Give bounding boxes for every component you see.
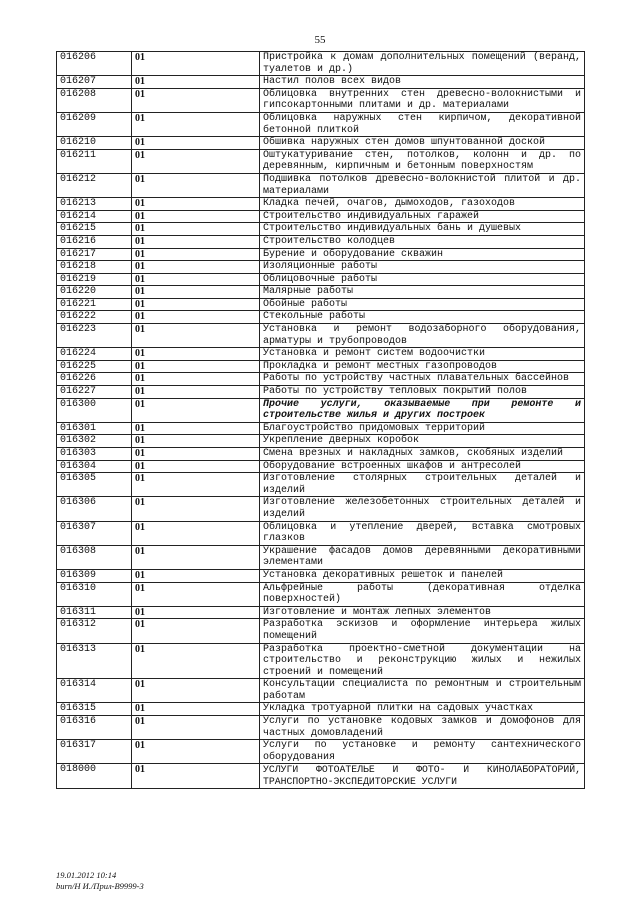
code-cell: 016303 xyxy=(57,448,132,461)
table-row xyxy=(57,286,585,299)
name-cell: Обойные работы xyxy=(260,298,585,311)
name-cell: Обшивка наружных стен домов шпунтованной доской xyxy=(260,137,585,150)
name-cell: Разработка эскизов и оформление интерьера жилых помещений xyxy=(260,619,585,643)
table-row xyxy=(57,703,585,716)
service-codes-table xyxy=(56,51,585,789)
name-cell: Облицовочные работы xyxy=(260,273,585,286)
type-cell: 01 xyxy=(132,52,260,76)
name-cell: Украшение фасадов домов деревянными декоративными элементами xyxy=(260,545,585,569)
type-cell: 01 xyxy=(132,173,260,197)
table-row xyxy=(57,740,585,764)
code-cell: 016309 xyxy=(57,569,132,582)
table-row xyxy=(57,52,585,76)
type-cell: 01 xyxy=(132,435,260,448)
type-cell: 01 xyxy=(132,716,260,740)
table-row xyxy=(57,198,585,211)
table-row xyxy=(57,149,585,173)
table-row xyxy=(57,619,585,643)
type-cell: 01 xyxy=(132,386,260,399)
name-cell: Консультации специалиста по ремонтным и строительным работам xyxy=(260,679,585,703)
table-row xyxy=(57,569,585,582)
type-cell: 01 xyxy=(132,324,260,348)
type-cell: 01 xyxy=(132,348,260,361)
type-cell: 01 xyxy=(132,149,260,173)
table-row xyxy=(57,88,585,112)
name-cell: Укрепление дверных коробок xyxy=(260,435,585,448)
name-cell: Оборудование встроенных шкафов и антресолей xyxy=(260,460,585,473)
name-cell: Разработка проектно-сметной документации на строительство и реконструкцию жилых и нежилых строений и помещений xyxy=(260,643,585,679)
table-row xyxy=(57,398,585,422)
table-row xyxy=(57,210,585,223)
code-cell: 016308 xyxy=(57,545,132,569)
name-cell: Установка и ремонт систем водоочистки xyxy=(260,348,585,361)
table-row xyxy=(57,386,585,399)
table-row xyxy=(57,173,585,197)
code-cell: 016225 xyxy=(57,360,132,373)
type-cell: 01 xyxy=(132,88,260,112)
code-cell: 016227 xyxy=(57,386,132,399)
code-cell: 016302 xyxy=(57,435,132,448)
name-cell: Прокладка и ремонт местных газопроводов xyxy=(260,360,585,373)
table-row xyxy=(57,679,585,703)
type-cell: 01 xyxy=(132,198,260,211)
name-cell: Смена врезных и накладных замков, скобяных изделий xyxy=(260,448,585,461)
code-cell: 016208 xyxy=(57,88,132,112)
code-cell: 016305 xyxy=(57,473,132,497)
name-cell: Строительство колодцев xyxy=(260,235,585,248)
code-cell: 016207 xyxy=(57,76,132,89)
type-cell: 01 xyxy=(132,422,260,435)
type-cell: 01 xyxy=(132,521,260,545)
name-cell: Изготовление железобетонных строительных деталей и изделий xyxy=(260,497,585,521)
table-row xyxy=(57,261,585,274)
code-cell: 016315 xyxy=(57,703,132,716)
table-row xyxy=(57,324,585,348)
code-cell: 016219 xyxy=(57,273,132,286)
table-row xyxy=(57,112,585,136)
table-row xyxy=(57,373,585,386)
name-cell: Услуги по установке кодовых замков и домофонов для частных домовладений xyxy=(260,716,585,740)
table-row xyxy=(57,248,585,261)
type-cell: 01 xyxy=(132,373,260,386)
code-cell: 016306 xyxy=(57,497,132,521)
type-cell: 01 xyxy=(132,360,260,373)
table-row xyxy=(57,348,585,361)
table-row xyxy=(57,223,585,236)
name-cell: Установка декоративных решеток и панелей xyxy=(260,569,585,582)
name-cell: Изготовление столярных строительных деталей и изделий xyxy=(260,473,585,497)
code-cell: 016213 xyxy=(57,198,132,211)
table-row xyxy=(57,435,585,448)
table-row xyxy=(57,764,585,788)
table-row xyxy=(57,606,585,619)
table-body xyxy=(57,52,585,789)
type-cell: 01 xyxy=(132,606,260,619)
type-cell: 01 xyxy=(132,286,260,299)
name-cell: УСЛУГИ ФОТОАТЕЛЬЕ И ФОТО- И КИНОЛАБОРАТОРИЙ, ТРАНСПОРТНО-ЭКСПЕДИТОРСКИЕ УСЛУГИ xyxy=(260,764,585,788)
name-cell: Изоляционные работы xyxy=(260,261,585,274)
table-row xyxy=(57,311,585,324)
code-cell: 016209 xyxy=(57,112,132,136)
name-cell: Бурение и оборудование скважин xyxy=(260,248,585,261)
code-cell: 016304 xyxy=(57,460,132,473)
name-cell: Облицовка внутренних стен древесно-волокнистыми и гипсокартонными плитами и др. материалами xyxy=(260,88,585,112)
type-cell: 01 xyxy=(132,261,260,274)
code-cell: 016215 xyxy=(57,223,132,236)
code-cell: 016307 xyxy=(57,521,132,545)
code-cell: 016310 xyxy=(57,582,132,606)
table-row xyxy=(57,545,585,569)
name-cell: Работы по устройству частных плавательных бассейнов xyxy=(260,373,585,386)
name-cell: Услуги по установке и ремонту сантехнического оборудования xyxy=(260,740,585,764)
name-cell: Строительство индивидуальных бань и душевых xyxy=(260,223,585,236)
table-row xyxy=(57,273,585,286)
table-row xyxy=(57,422,585,435)
type-cell: 01 xyxy=(132,398,260,422)
type-cell: 01 xyxy=(132,311,260,324)
name-cell: Строительство индивидуальных гаражей xyxy=(260,210,585,223)
type-cell: 01 xyxy=(132,460,260,473)
name-cell: Стекольные работы xyxy=(260,311,585,324)
type-cell: 01 xyxy=(132,764,260,788)
footer-file-path: burn/Н И./Прил-В9999-3 xyxy=(56,881,144,891)
table-row xyxy=(57,521,585,545)
name-cell: Благоустройство придомовых территорий xyxy=(260,422,585,435)
type-cell: 01 xyxy=(132,619,260,643)
table-row xyxy=(57,360,585,373)
code-cell: 016314 xyxy=(57,679,132,703)
type-cell: 01 xyxy=(132,298,260,311)
name-cell: Работы по устройству тепловых покрытий полов xyxy=(260,386,585,399)
code-cell: 016223 xyxy=(57,324,132,348)
code-cell: 016212 xyxy=(57,173,132,197)
table-row xyxy=(57,497,585,521)
code-cell: 016216 xyxy=(57,235,132,248)
name-cell: Облицовка и утепление дверей, вставка смотровых глазков xyxy=(260,521,585,545)
code-cell: 016300 xyxy=(57,398,132,422)
footer-timestamp: 19.01.2012 10:14 xyxy=(56,870,117,880)
type-cell: 01 xyxy=(132,679,260,703)
name-cell: Оштукатуривание стен, потолков, колонн и др. по деревянным, кирпичным и бетонным поверхностям xyxy=(260,149,585,173)
type-cell: 01 xyxy=(132,545,260,569)
code-cell: 016222 xyxy=(57,311,132,324)
name-cell: Кладка печей, очагов, дымоходов, газоходов xyxy=(260,198,585,211)
name-cell: Пристройка к домам дополнительных помещений (веранд, туалетов и др.) xyxy=(260,52,585,76)
code-cell: 016313 xyxy=(57,643,132,679)
type-cell: 01 xyxy=(132,223,260,236)
table-row xyxy=(57,460,585,473)
type-cell: 01 xyxy=(132,273,260,286)
code-cell: 016214 xyxy=(57,210,132,223)
code-cell: 016210 xyxy=(57,137,132,150)
name-cell: Альфрейные работы (декоративная отделка поверхностей) xyxy=(260,582,585,606)
table-row xyxy=(57,448,585,461)
name-cell: Установка и ремонт водозаборного оборудования, арматуры и трубопроводов xyxy=(260,324,585,348)
type-cell: 01 xyxy=(132,569,260,582)
code-cell: 016218 xyxy=(57,261,132,274)
type-cell: 01 xyxy=(132,210,260,223)
name-cell: Малярные работы xyxy=(260,286,585,299)
type-cell: 01 xyxy=(132,248,260,261)
name-cell: Настил полов всех видов xyxy=(260,76,585,89)
code-cell: 016301 xyxy=(57,422,132,435)
table-row xyxy=(57,643,585,679)
type-cell: 01 xyxy=(132,740,260,764)
name-cell: Прочие услуги, оказываемые при ремонте и строительстве жилья и других построек xyxy=(260,398,585,422)
table-row xyxy=(57,716,585,740)
code-cell: 016217 xyxy=(57,248,132,261)
table-row xyxy=(57,582,585,606)
type-cell: 01 xyxy=(132,112,260,136)
table-row xyxy=(57,235,585,248)
code-cell: 016220 xyxy=(57,286,132,299)
page-number: 55 xyxy=(314,34,326,46)
table-row xyxy=(57,137,585,150)
type-cell: 01 xyxy=(132,448,260,461)
code-cell: 016317 xyxy=(57,740,132,764)
name-cell: Подшивка потолков древесно-волокнистой плитой и др. материалами xyxy=(260,173,585,197)
name-cell: Укладка тротуарной плитки на садовых участках xyxy=(260,703,585,716)
code-cell: 016221 xyxy=(57,298,132,311)
code-cell: 016226 xyxy=(57,373,132,386)
code-cell: 016312 xyxy=(57,619,132,643)
name-cell: Облицовка наружных стен кирпичом, декоративной бетонной плиткой xyxy=(260,112,585,136)
type-cell: 01 xyxy=(132,137,260,150)
code-cell: 018000 xyxy=(57,764,132,788)
type-cell: 01 xyxy=(132,582,260,606)
table-row xyxy=(57,298,585,311)
code-cell: 016316 xyxy=(57,716,132,740)
document-footer xyxy=(56,870,144,892)
type-cell: 01 xyxy=(132,76,260,89)
table-row xyxy=(57,473,585,497)
table-row xyxy=(57,76,585,89)
code-cell: 016224 xyxy=(57,348,132,361)
type-cell: 01 xyxy=(132,703,260,716)
name-cell: Изготовление и монтаж лепных элементов xyxy=(260,606,585,619)
type-cell: 01 xyxy=(132,497,260,521)
type-cell: 01 xyxy=(132,235,260,248)
type-cell: 01 xyxy=(132,643,260,679)
code-cell: 016211 xyxy=(57,149,132,173)
code-cell: 016206 xyxy=(57,52,132,76)
code-cell: 016311 xyxy=(57,606,132,619)
type-cell: 01 xyxy=(132,473,260,497)
